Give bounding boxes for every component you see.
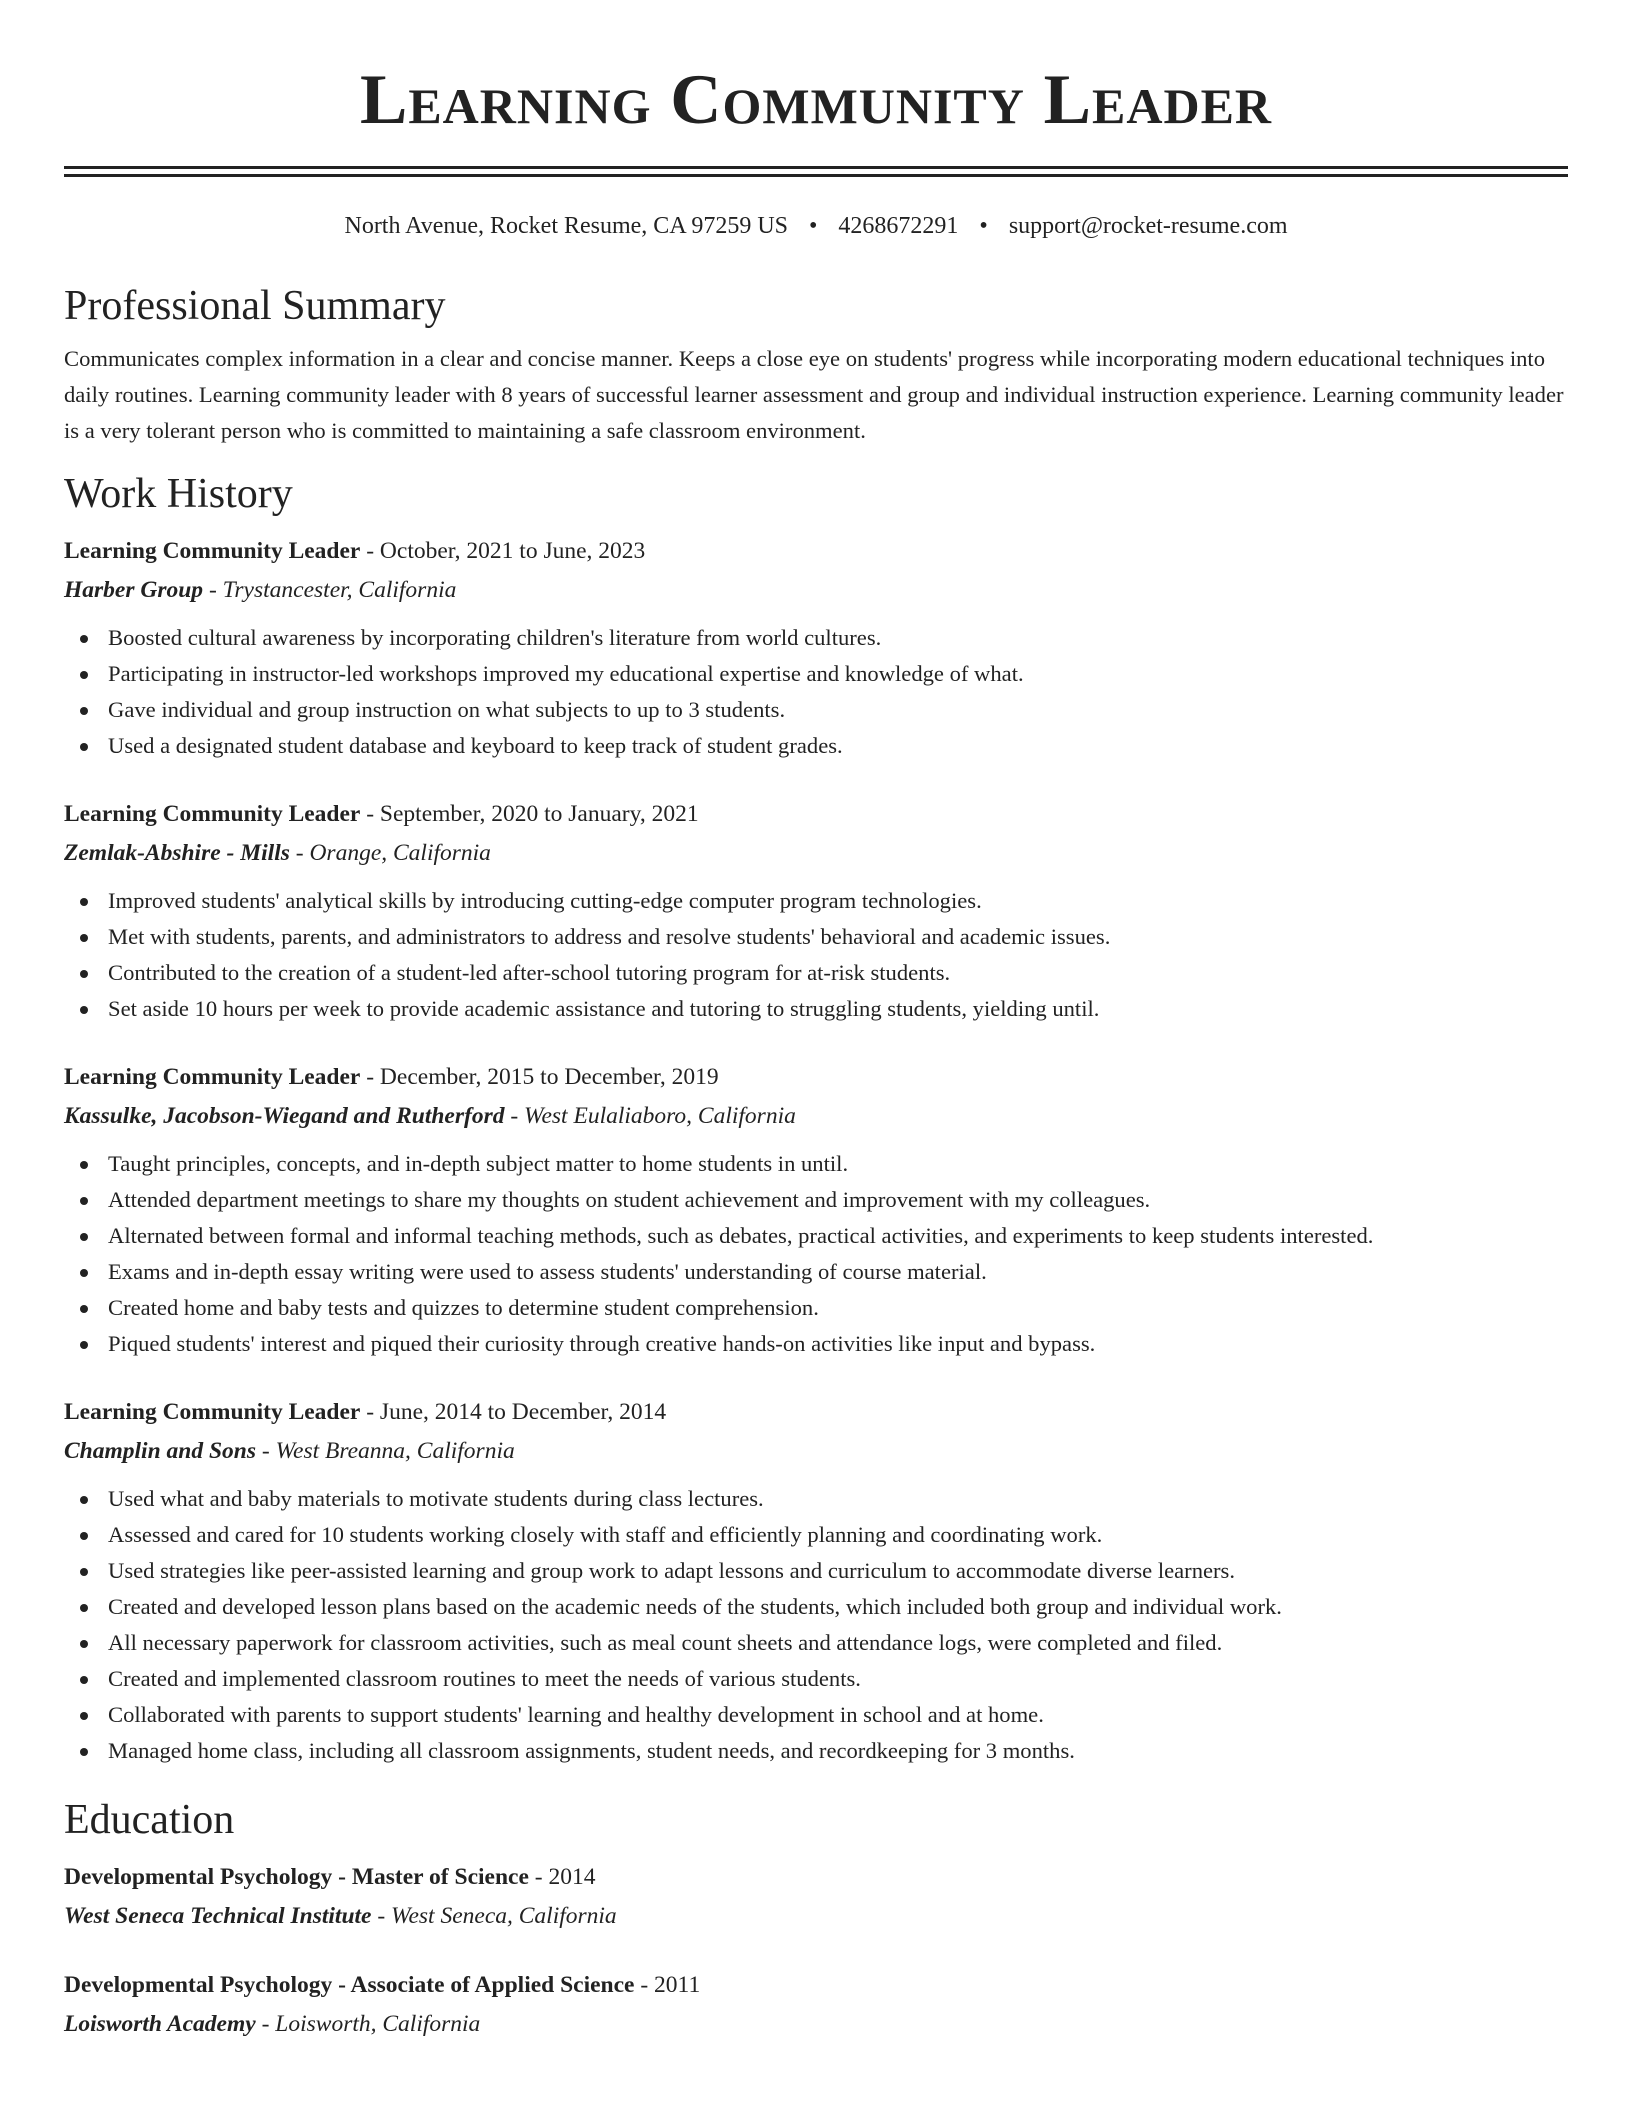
job-employer — [64, 1097, 1568, 1135]
education-school-line — [64, 2005, 1568, 2043]
job-company: Kassulke, Jacobson-Wiegand and Rutherford — [64, 1103, 505, 1129]
candidate-name: Learning Community Leader — [359, 61, 1273, 139]
job-bullet: Participating in instructor-led workshops improved my educational expertise and knowledge of what. — [64, 656, 1568, 692]
work-history-heading: Work History — [64, 471, 293, 517]
contact-separator: • — [809, 213, 818, 239]
job-location: - West Eulaliaboro, California — [504, 1103, 796, 1129]
job-header — [64, 794, 1568, 834]
job-header — [64, 531, 1568, 571]
job-bullet: Created and developed lesson plans based on the academic needs of the students, which included both group and individual work. — [64, 1589, 1568, 1625]
job-header — [64, 1057, 1568, 1097]
job-bullet: Improved students' analytical skills by introducing cutting-edge computer program technologies. — [64, 883, 1568, 919]
job-bullet: Boosted cultural awareness by incorporating children's literature from world cultures. — [64, 620, 1568, 656]
job-employer — [64, 1432, 1568, 1470]
job-location: - West Breanna, California — [256, 1438, 515, 1464]
job-bullet: Alternated between formal and informal teaching methods, such as debates, practical activities, and experiments to keep students interested. — [64, 1218, 1568, 1254]
job-entry — [64, 1392, 1568, 1769]
job-entry — [64, 1057, 1568, 1362]
job-dates: - December, 2015 to December, 2019 — [360, 1064, 719, 1090]
job-company: Champlin and Sons — [64, 1438, 257, 1464]
education-degree: Developmental Psychology - Master of Science — [64, 1864, 529, 1890]
summary-text: Communicates complex information in a clear and concise manner. Keeps a close eye on students' progress while incorporating modern educational techniques into daily routines. Learning community leader with 8 years of successful learner assessment and group and individual instruction experience. Learning community leader is a very tolerant person who is committed to maintaining a safe classroom environment. — [64, 346, 1564, 443]
job-bullet: Exams and in-depth essay writing were used to assess students' understanding of course material. — [64, 1254, 1568, 1290]
education-entry — [64, 1965, 1568, 2043]
education-location: - West Seneca, California — [371, 1903, 617, 1929]
education-header — [64, 1965, 1568, 2005]
contact-phone: 4268672291 — [838, 213, 959, 239]
job-role: Learning Community Leader — [64, 538, 361, 564]
job-company: Zemlak-Abshire - Mills — [64, 840, 290, 866]
job-bullet: Used strategies like peer-assisted learning and group work to adapt lessons and curriculum to accommodate diverse learners. — [64, 1553, 1568, 1589]
job-dates: - September, 2020 to January, 2021 — [360, 801, 699, 827]
job-bullet: Collaborated with parents to support students' learning and healthy development in school and at home. — [64, 1697, 1568, 1733]
header-divider-thick — [64, 166, 1568, 169]
education-location: - Loisworth, California — [255, 2011, 481, 2037]
contact-line — [64, 211, 1568, 241]
contact-separator: • — [979, 213, 988, 239]
job-header — [64, 1392, 1568, 1432]
education-header — [64, 1857, 1568, 1897]
job-bullet: Assessed and cared for 10 students working closely with staff and efficiently planning and coordinating work. — [64, 1517, 1568, 1553]
job-bullets — [64, 620, 1568, 764]
header-divider-thin — [64, 174, 1568, 177]
education-degree: Developmental Psychology - Associate of Applied Science — [64, 1972, 635, 1998]
education-entry — [64, 1857, 1568, 1935]
summary-heading: Professional Summary — [64, 283, 446, 329]
education-heading: Education — [64, 1797, 235, 1843]
resume-page — [64, 0, 1568, 2043]
job-bullet: Contributed to the creation of a student-led after-school tutoring program for at-risk students. — [64, 955, 1568, 991]
job-bullet: Piqued students' interest and piqued their curiosity through creative hands-on activities like input and bypass. — [64, 1326, 1568, 1362]
contact-email: support@rocket-resume.com — [1008, 213, 1288, 239]
education-school-line — [64, 1897, 1568, 1935]
job-role: Learning Community Leader — [64, 1399, 361, 1425]
job-role: Learning Community Leader — [64, 1064, 361, 1090]
job-bullet: Met with students, parents, and administrators to address and resolve students' behavioral and academic issues. — [64, 919, 1568, 955]
job-bullet: All necessary paperwork for classroom activities, such as meal count sheets and attendance logs, were completed and filed. — [64, 1625, 1568, 1661]
contact-address: North Avenue, Rocket Resume, CA 97259 US — [344, 213, 789, 239]
job-dates: - June, 2014 to December, 2014 — [360, 1399, 667, 1425]
job-bullet: Managed home class, including all classroom assignments, student needs, and recordkeeping for 3 months. — [64, 1733, 1568, 1769]
job-bullets — [64, 1146, 1568, 1362]
education-year: - 2014 — [528, 1864, 596, 1890]
job-employer — [64, 834, 1568, 872]
job-bullet: Created home and baby tests and quizzes to determine student comprehension. — [64, 1290, 1568, 1326]
job-bullet: Created and implemented classroom routines to meet the needs of various students. — [64, 1661, 1568, 1697]
job-entry — [64, 531, 1568, 764]
job-bullet: Taught principles, concepts, and in-depth subject matter to home students in until. — [64, 1146, 1568, 1182]
education-school: Loisworth Academy — [64, 2011, 256, 2037]
job-location: - Trystancester, California — [203, 577, 457, 603]
education-school: West Seneca Technical Institute — [64, 1903, 372, 1929]
job-bullets — [64, 1481, 1568, 1769]
job-employer — [64, 571, 1568, 609]
job-entry — [64, 794, 1568, 1027]
job-bullet: Attended department meetings to share my thoughts on student achievement and improvement with my colleagues. — [64, 1182, 1568, 1218]
job-bullet: Set aside 10 hours per week to provide academic assistance and tutoring to struggling students, yielding until. — [64, 991, 1568, 1027]
education-year: - 2011 — [634, 1972, 701, 1998]
job-location: - Orange, California — [289, 840, 491, 866]
job-role: Learning Community Leader — [64, 801, 361, 827]
job-bullet: Gave individual and group instruction on what subjects to up to 3 students. — [64, 692, 1568, 728]
job-company: Harber Group — [64, 577, 204, 603]
job-bullet: Used what and baby materials to motivate students during class lectures. — [64, 1481, 1568, 1517]
job-dates: - October, 2021 to June, 2023 — [360, 538, 646, 564]
job-bullet: Used a designated student database and keyboard to keep track of student grades. — [64, 728, 1568, 764]
job-bullets — [64, 883, 1568, 1027]
